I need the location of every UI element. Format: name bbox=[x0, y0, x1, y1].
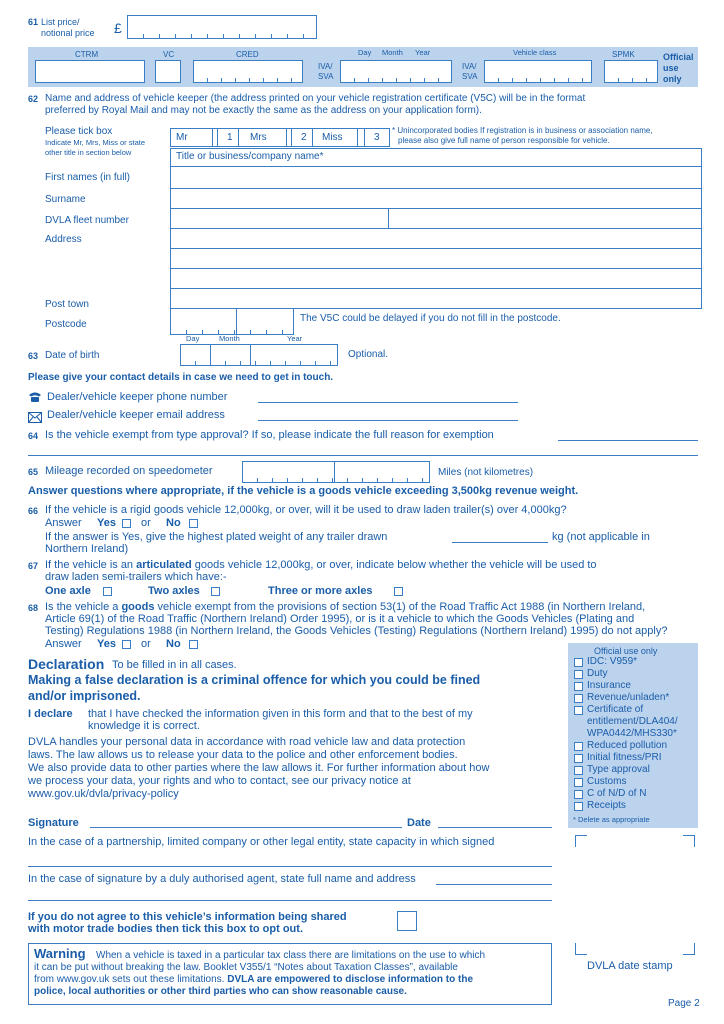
agent-details-input[interactable] bbox=[436, 884, 552, 885]
segment-tick bbox=[271, 34, 272, 39]
postcode-note: The V5C could be delayed if you do not fill in the postcode. bbox=[300, 313, 561, 324]
segment-tick bbox=[235, 78, 236, 83]
segment-tick bbox=[250, 330, 251, 335]
segment-tick bbox=[424, 78, 425, 83]
segment-tick bbox=[225, 361, 226, 366]
postcode-field[interactable] bbox=[171, 309, 293, 334]
q66-yes-label: Yes bbox=[97, 517, 116, 529]
dob-day-label: Day bbox=[186, 334, 200, 343]
q68-no-checkbox[interactable] bbox=[189, 640, 198, 649]
official-item-label: Type approval bbox=[587, 764, 650, 775]
spmk-field[interactable] bbox=[604, 60, 658, 83]
title-mrs-number: 2 bbox=[301, 132, 307, 143]
post-town-label: Post town bbox=[45, 299, 89, 310]
segment-tick bbox=[287, 34, 288, 39]
privacy-link[interactable]: www.gov.uk/dvla/privacy-policy bbox=[28, 788, 179, 800]
one-axle-label: One axle bbox=[45, 585, 91, 597]
dvla-date-stamp-area bbox=[575, 835, 695, 955]
segment-tick bbox=[159, 34, 160, 39]
band-year-label: Year bbox=[415, 48, 431, 57]
two-axles-label: Two axles bbox=[148, 585, 200, 597]
trailer-weight-input[interactable] bbox=[452, 542, 548, 543]
cred-field[interactable] bbox=[193, 60, 303, 83]
title-business-field[interactable] bbox=[171, 149, 701, 166]
segment-tick bbox=[362, 478, 363, 483]
declaration-sub: To be filled in in all cases. bbox=[112, 659, 237, 671]
official-item-label: Receipts bbox=[587, 800, 626, 811]
warning-line1: When a vehicle is taxed in a particular tax class there are limitations on the use to which bbox=[96, 950, 486, 961]
official-item-label: Duty bbox=[587, 668, 608, 679]
segment-tick bbox=[302, 478, 303, 483]
segment-tick bbox=[303, 34, 304, 39]
segment-tick bbox=[396, 78, 397, 83]
q68-or: or bbox=[141, 638, 151, 650]
band-day-label: Day bbox=[358, 48, 372, 57]
segment-tick bbox=[285, 361, 286, 366]
segment-tick bbox=[272, 478, 273, 483]
segment-tick bbox=[498, 78, 499, 83]
q63-number: 63 bbox=[28, 351, 39, 361]
segment-tick bbox=[282, 330, 283, 335]
email-label: Dealer/vehicle keeper email address bbox=[47, 409, 225, 421]
official-item-checkbox[interactable] bbox=[574, 766, 583, 775]
privacy-line-3: We also provide data to other parties where the law allows it. For further information about how bbox=[28, 762, 490, 774]
official-item-label: Certificate of bbox=[587, 704, 644, 715]
exemption-reason-input[interactable] bbox=[558, 440, 698, 441]
official-item-checkbox[interactable] bbox=[574, 742, 583, 751]
three-axles-checkbox[interactable] bbox=[394, 587, 403, 596]
segment-tick bbox=[270, 361, 271, 366]
segment-tick bbox=[392, 478, 393, 483]
segment-tick bbox=[410, 78, 411, 83]
warning-line3: from www.gov.uk sets out these limitations. DVLA are empowered to disclose information to the bbox=[34, 974, 474, 985]
official-item-label: WPA0442/MHS330* bbox=[587, 728, 677, 739]
segment-tick bbox=[291, 78, 292, 83]
capacity-input[interactable] bbox=[28, 866, 552, 867]
q66-or: or bbox=[141, 517, 151, 529]
official-item-label: Revenue/unladen* bbox=[587, 692, 670, 703]
agent-label: In the case of signature by a duly authorised agent, state full name and address bbox=[28, 873, 416, 885]
partnership-label: In the case of a partnership, limited company or other legal entity, state capacity in which signed bbox=[28, 836, 495, 848]
segment-tick bbox=[255, 34, 256, 39]
official-item-checkbox[interactable] bbox=[574, 682, 583, 691]
optout-line2: with motor trade bodies then tick this box to opt out. bbox=[28, 923, 303, 935]
official-item-checkbox[interactable] bbox=[574, 778, 583, 787]
three-axles-label: Three or more axles bbox=[268, 585, 373, 597]
q67-line1: If the vehicle is an articulated goods vehicle 12,000kg, or over, indicate below whether the vehicle will be used to bbox=[45, 559, 597, 571]
segment-tick bbox=[202, 330, 203, 335]
segment-tick bbox=[632, 78, 633, 83]
official-item-checkbox[interactable] bbox=[574, 790, 583, 799]
two-axles-checkbox[interactable] bbox=[211, 587, 220, 596]
title-miss-number: 3 bbox=[374, 132, 380, 143]
i-declare-label: I declare bbox=[28, 708, 73, 720]
official-item-label: Insurance bbox=[587, 680, 631, 691]
vehicle-class-field[interactable] bbox=[484, 60, 592, 83]
q61-label-line1: List price/ bbox=[41, 17, 80, 27]
title-miss-label: Miss bbox=[322, 132, 343, 143]
segment-tick bbox=[368, 78, 369, 83]
segment-tick bbox=[263, 78, 264, 83]
segment-tick bbox=[330, 361, 331, 366]
segment-tick bbox=[407, 478, 408, 483]
segment-tick bbox=[377, 478, 378, 483]
official-item-label: entitlement/DLA404/ bbox=[587, 716, 678, 727]
false-declaration-warning-line2: and/or imprisoned. bbox=[28, 689, 141, 703]
segment-tick bbox=[347, 478, 348, 483]
iva-sva-label-1b: SVA bbox=[318, 72, 334, 81]
q68-line3: Testing) Regulations 1988 (in Northern Ireland, the Goods Vehicles (Testing) Regulations (Northern Ireland) 1995) do not apply? bbox=[45, 625, 668, 637]
surname-field[interactable] bbox=[171, 189, 701, 208]
title-mr-label: Mr bbox=[176, 132, 188, 143]
q62-text-line2: preferred by Royal Mail and may not be exactly the same as the address on your application form). bbox=[45, 105, 482, 116]
tick-hint-line2: other title in section below bbox=[45, 148, 132, 157]
official-panel-footnote: * Delete as appropriate bbox=[573, 815, 650, 824]
segment-tick bbox=[234, 330, 235, 335]
q68-line2: Article 69(1) of the Road Traffic (Northern Ireland) Order 1995), or is it a vehicle to which the Goods Vehicles (Plating and bbox=[45, 613, 635, 625]
segment-tick bbox=[186, 330, 187, 335]
official-item-label: IDC: V959* bbox=[587, 656, 638, 667]
q65-number: 65 bbox=[28, 467, 39, 477]
phone-input[interactable] bbox=[258, 402, 518, 403]
warning-heading: Warning bbox=[34, 946, 86, 961]
segment-tick bbox=[438, 78, 439, 83]
segment-tick bbox=[526, 78, 527, 83]
title-mrs-label: Mrs bbox=[250, 132, 267, 143]
q68-number: 68 bbox=[28, 603, 39, 613]
dob-optional-note: Optional. bbox=[348, 349, 389, 360]
segment-tick bbox=[554, 78, 555, 83]
segment-tick bbox=[277, 78, 278, 83]
segment-tick bbox=[382, 78, 383, 83]
official-panel-title: Official use only bbox=[594, 646, 658, 656]
q67-line2: draw laden semi-trailers which have:- bbox=[45, 571, 227, 583]
segment-tick bbox=[354, 78, 355, 83]
signature-input[interactable] bbox=[90, 827, 402, 828]
segment-tick bbox=[646, 78, 647, 83]
q68-yes-label: Yes bbox=[97, 638, 116, 650]
iva-sva-label-2a: IVA/ bbox=[462, 62, 477, 71]
privacy-line-4: we process your data, your rights and who to contact, see our privacy notice at bbox=[28, 775, 411, 787]
segment-tick bbox=[175, 34, 176, 39]
official-item-checkbox[interactable] bbox=[574, 670, 583, 679]
iva-sva-label-2b: SVA bbox=[462, 72, 478, 81]
tick-label: Please tick box bbox=[45, 126, 113, 137]
q64-number: 64 bbox=[28, 431, 39, 441]
segment-tick bbox=[195, 361, 196, 366]
title-mr-number: 1 bbox=[227, 132, 233, 143]
official-item-label: C of N/D of N bbox=[587, 788, 647, 799]
vc-field[interactable] bbox=[155, 60, 181, 83]
list-price-input[interactable] bbox=[127, 15, 317, 39]
band-month-label: Month bbox=[382, 48, 403, 57]
date-label: Date bbox=[407, 817, 431, 829]
spmk-label: SPMK bbox=[612, 50, 635, 59]
one-axle-checkbox[interactable] bbox=[103, 587, 112, 596]
dvla-date-stamp-label: DVLA date stamp bbox=[587, 960, 673, 972]
envelope-icon bbox=[28, 410, 42, 421]
iva-sva-label-1a: IVA/ bbox=[318, 62, 333, 71]
mileage-label: Mileage recorded on speedometer bbox=[45, 465, 213, 477]
segment-tick bbox=[240, 361, 241, 366]
page-number: Page 2 bbox=[668, 998, 700, 1009]
fleet-number-label: DVLA fleet number bbox=[45, 215, 129, 226]
q68-yes-checkbox[interactable] bbox=[122, 640, 131, 649]
first-names-field[interactable] bbox=[171, 167, 701, 188]
official-item-checkbox[interactable] bbox=[574, 694, 583, 703]
q66-answer-label: Answer bbox=[45, 517, 82, 529]
segment-tick bbox=[239, 34, 240, 39]
ctrm-label: CTRM bbox=[75, 50, 99, 59]
segment-tick bbox=[332, 478, 333, 483]
q66-line3a: If the answer is Yes, give the highest plated weight of any trailer drawn bbox=[45, 531, 388, 543]
optout-line1: If you do not agree to this vehicle’s information being shared bbox=[28, 911, 347, 923]
q66-line1: If the vehicle is a rigid goods vehicle 12,000kg, or over, will it be used to draw laden trailer(s) over 4,000kg? bbox=[45, 504, 567, 516]
q61-number: 61 bbox=[28, 17, 39, 27]
unincorporated-note-line1: * Unincorporated bodies If registration is in business or association name, bbox=[392, 126, 653, 135]
false-declaration-warning-line1: Making a false declaration is a criminal offence for which you could be fined bbox=[28, 673, 481, 687]
official-item-label: Customs bbox=[587, 776, 627, 787]
segment-tick bbox=[568, 78, 569, 83]
q66-no-checkbox[interactable] bbox=[189, 519, 198, 528]
segment-tick bbox=[221, 78, 222, 83]
q68-answer-label: Answer bbox=[45, 638, 82, 650]
q66-number: 66 bbox=[28, 506, 39, 516]
segment-tick bbox=[207, 34, 208, 39]
segment-tick bbox=[512, 78, 513, 83]
segment-tick bbox=[618, 78, 619, 83]
warning-line4: police, local authorities or other third parties who can show reasonable cause. bbox=[34, 986, 407, 997]
segment-tick bbox=[315, 361, 316, 366]
currency-symbol: £ bbox=[114, 20, 122, 36]
segment-tick bbox=[422, 478, 423, 483]
q62-number: 62 bbox=[28, 94, 39, 104]
official-use-label-1: Official bbox=[663, 52, 694, 62]
q66-no-label: No bbox=[166, 517, 181, 529]
fleet-number-field[interactable] bbox=[171, 209, 388, 228]
vehicle-class-label: Vehicle class bbox=[513, 48, 557, 57]
goods-vehicle-note: Answer questions where appropriate, if the vehicle is a goods vehicle exceeding 3,500kg revenue weight. bbox=[28, 485, 579, 497]
segment-tick bbox=[266, 330, 267, 335]
q67-number: 67 bbox=[28, 561, 39, 571]
declaration-heading: Declaration bbox=[28, 656, 105, 672]
ctrm-field[interactable] bbox=[35, 60, 145, 83]
contact-heading: Please give your contact details in case we need to get in touch. bbox=[28, 372, 334, 383]
official-item-checkbox[interactable] bbox=[574, 754, 583, 763]
q61-label-line2: notional price bbox=[41, 28, 95, 38]
segment-tick bbox=[300, 361, 301, 366]
official-use-label-3: only bbox=[663, 74, 682, 84]
segment-tick bbox=[255, 361, 256, 366]
phone-label: Dealer/vehicle keeper phone number bbox=[47, 391, 228, 403]
segment-tick bbox=[223, 34, 224, 39]
optout-checkbox[interactable] bbox=[397, 911, 417, 931]
official-item-label: Initial fitness/PRI bbox=[587, 752, 662, 763]
vc-label: VC bbox=[163, 50, 175, 59]
dob-label: Date of birth bbox=[45, 350, 100, 361]
segment-tick bbox=[210, 361, 211, 366]
address-label: Address bbox=[45, 234, 82, 245]
mileage-unit: Miles (not kilometres) bbox=[438, 467, 534, 478]
segment-tick bbox=[249, 78, 250, 83]
segment-tick bbox=[582, 78, 583, 83]
cred-label: CRED bbox=[236, 50, 259, 59]
segment-tick bbox=[218, 330, 219, 335]
signature-label: Signature bbox=[28, 817, 79, 829]
first-names-label: First names (in full) bbox=[45, 172, 131, 183]
q62-text-line1: Name and address of vehicle keeper (the address printed on your vehicle registration certificate (V5C) will be in the format bbox=[45, 93, 586, 104]
official-item-checkbox[interactable] bbox=[574, 658, 583, 667]
q64-text: Is the vehicle exempt from type approval? If so, please indicate the full reason for exemption bbox=[45, 429, 494, 441]
dob-year-label: Year bbox=[287, 334, 303, 343]
q66-line3b: kg (not applicable in bbox=[552, 531, 650, 543]
surname-label: Surname bbox=[45, 194, 86, 205]
privacy-line-2: laws. The law allows us to release your data to the police and other enforcement bodies. bbox=[28, 749, 458, 761]
segment-tick bbox=[191, 34, 192, 39]
title-business-label: Title or business/company name* bbox=[176, 151, 324, 162]
tick-hint-line1: Indicate Mr, Mrs, Miss or state bbox=[45, 138, 146, 147]
official-item-checkbox[interactable] bbox=[574, 706, 583, 715]
telephone-icon bbox=[28, 390, 42, 402]
official-item-checkbox[interactable] bbox=[574, 802, 583, 811]
official-item-label: Reduced pollution bbox=[587, 740, 668, 751]
segment-tick bbox=[317, 478, 318, 483]
segment-tick bbox=[287, 478, 288, 483]
warning-line2: it can be put without breaking the law. Booklet V355/1 “Notes about Taxation Classes”, available bbox=[34, 962, 458, 973]
mileage-field[interactable] bbox=[242, 461, 430, 483]
segment-tick bbox=[540, 78, 541, 83]
email-input[interactable] bbox=[258, 420, 518, 421]
segment-tick bbox=[257, 478, 258, 483]
declare-line1: that I have checked the information given in this form and that to the best of my bbox=[88, 708, 473, 720]
declare-line2: knowledge it is correct. bbox=[88, 720, 200, 732]
segment-tick bbox=[207, 78, 208, 83]
postcode-label: Postcode bbox=[45, 319, 87, 330]
dob-month-label: Month bbox=[219, 334, 240, 343]
q68-line1: Is the vehicle a goods vehicle exempt from the provisions of section 53(1) of the Road Traffic Act 1988 (in Northern Ireland, bbox=[45, 601, 646, 613]
q68-no-label: No bbox=[166, 638, 181, 650]
official-use-label-2: use bbox=[663, 63, 679, 73]
unincorporated-note-line2: please also give full name of person responsible for vehicle. bbox=[398, 136, 610, 145]
signature-date-input[interactable] bbox=[438, 827, 552, 828]
q66-line4: Northern Ireland) bbox=[45, 543, 129, 555]
segment-tick bbox=[143, 34, 144, 39]
q66-yes-checkbox[interactable] bbox=[122, 519, 131, 528]
privacy-line-1: DVLA handles your personal data in accordance with road vehicle law and data protection bbox=[28, 736, 466, 748]
